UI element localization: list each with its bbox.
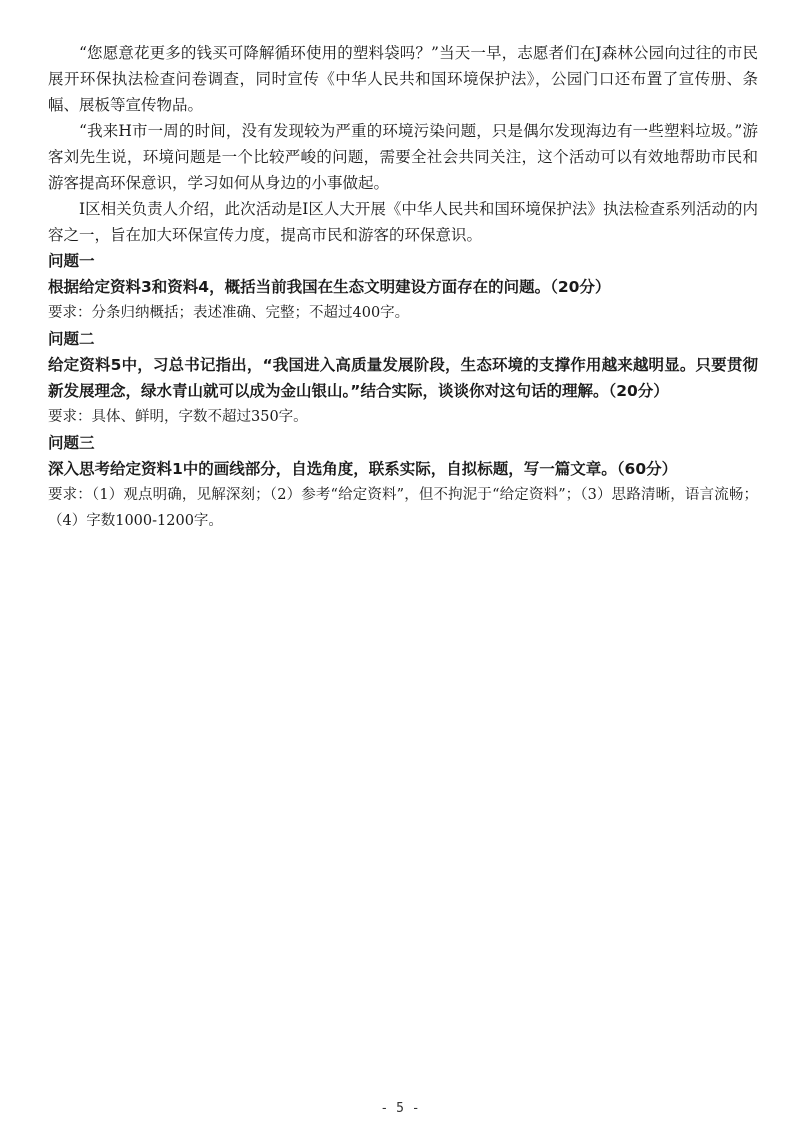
question-3 [48,430,758,534]
question-1-task: 根据给定资料3和资料4，概括当前我国在生态文明建设方面存在的问题。（20分） [48,278,611,296]
question-2-heading: 问题二 [48,330,95,348]
question-1 [48,248,758,326]
question-1-requirement: 要求：分条归纳概括；表述准确、完整；不超过400字。 [48,305,410,321]
page-number: - 5 - [380,1101,420,1116]
question-2 [48,326,758,430]
document-body [48,40,758,534]
question-3-task: 深入思考给定资料1中的画线部分，自选角度，联系实际，自拟标题，写一篇文章。（60分） [48,460,678,478]
material-paragraph-3: I区相关负责人介绍，此次活动是I区人大开展《中华人民共和国环境保护法》执法检查系列活动的内容之一，旨在加大环保宣传力度，提高市民和游客的环保意识。 [48,200,758,244]
question-2-requirement: 要求：具体、鲜明，字数不超过350字。 [48,409,308,425]
question-2-task: 给定资料5中，习总书记指出，“我国进入高质量发展阶段，生态环境的支撑作用越来越明显。只要贯彻新发展理念，绿水青山就可以成为金山银山。”结合实际，谈谈你对这句话的理解。（20分） [48,356,758,400]
question-3-requirement: 要求：（1）观点明确，见解深刻；（2）参考“给定资料”，但不拘泥于“给定资料”；（3）思路清晰，语言流畅；（4）字数1000-1200字。 [48,487,758,529]
material-paragraph-2: “我来H市一周的时间，没有发现较为严重的环境污染问题，只是偶尔发现海边有一些塑料垃圾。”游客刘先生说，环境问题是一个比较严峻的问题，需要全社会共同关注，这个活动可以有效地帮助市民和游客提高环保意识，学习如何从身边的小事做起。 [48,122,758,192]
question-3-heading: 问题三 [48,434,95,452]
material-paragraph-1: “您愿意花更多的钱买可降解循环使用的塑料袋吗？”当天一早，志愿者们在J森林公园向过往的市民展开环保执法检查问卷调查，同时宣传《中华人民共和国环境保护法》，公园门口还布置了宣传册、条幅、展板等宣传物品。 [48,44,758,114]
question-1-heading: 问题一 [48,252,95,270]
